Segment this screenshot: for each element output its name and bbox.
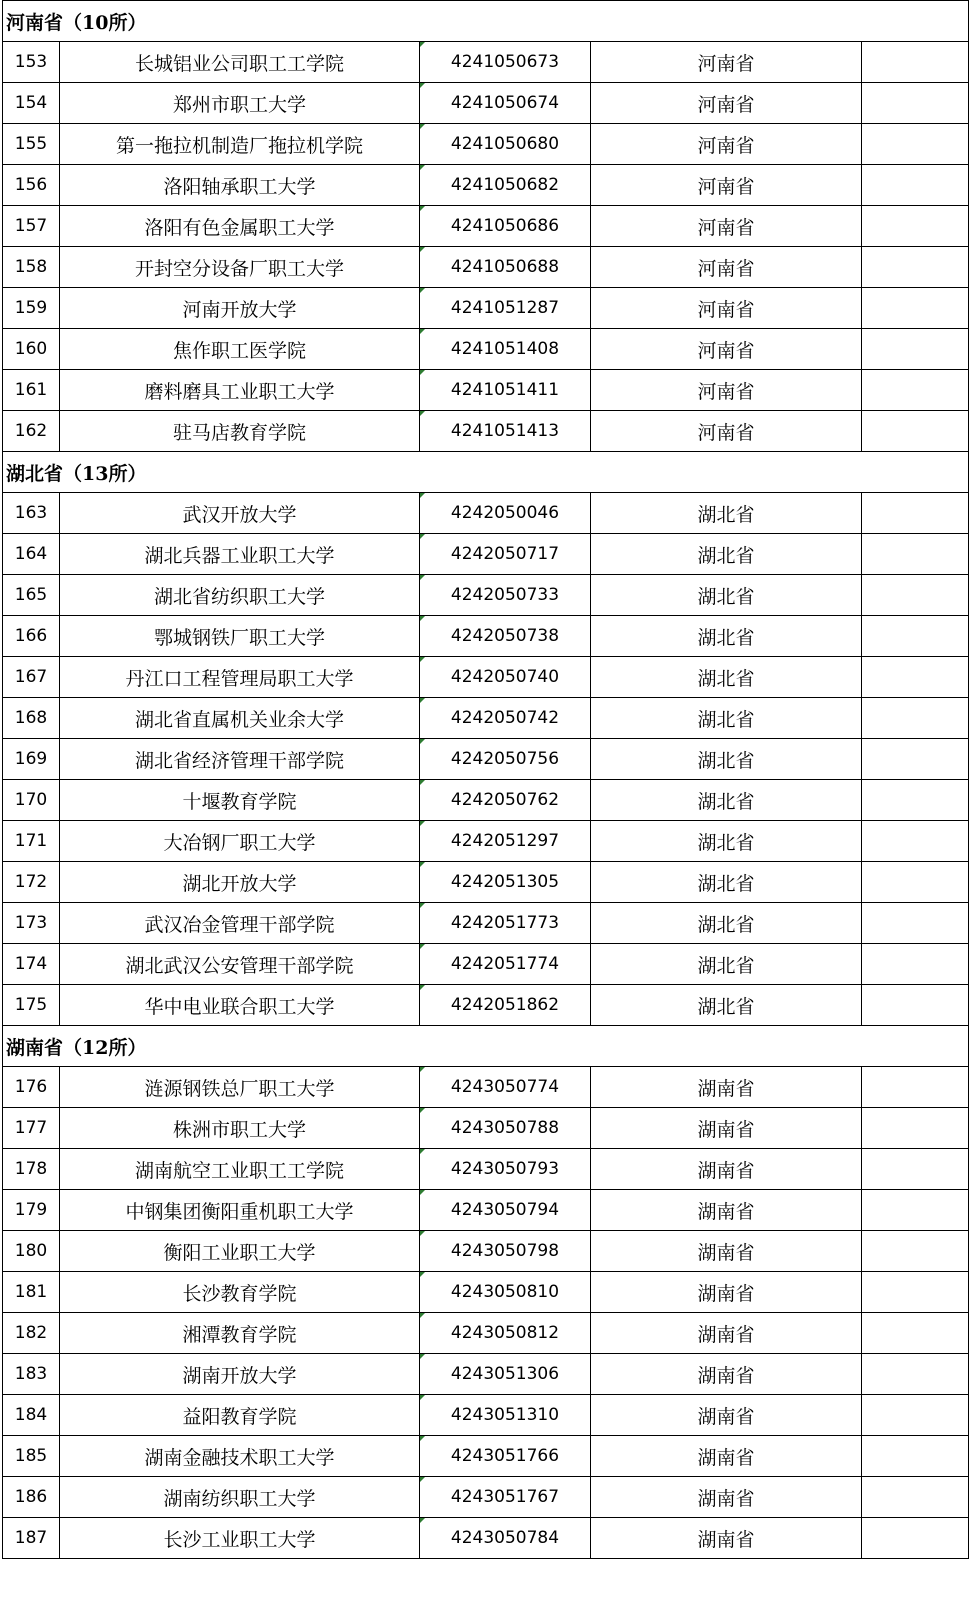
table-row	[3, 247, 969, 288]
table-row	[3, 821, 969, 862]
institution-code-cell: 4243051306	[420, 1354, 591, 1395]
table-row	[3, 944, 969, 985]
row-number-cell: 166	[3, 616, 60, 657]
institution-name-cell: 华中电业联合职工大学	[60, 985, 420, 1026]
institution-code-cell: 4241051408	[420, 329, 591, 370]
institution-name-cell: 十堰教育学院	[60, 780, 420, 821]
province-cell: 湖北省	[591, 944, 862, 985]
remarks-cell	[862, 862, 969, 903]
row-number-cell: 187	[3, 1518, 60, 1559]
remarks-cell	[862, 124, 969, 165]
institution-code-cell: 4241050673	[420, 42, 591, 83]
remarks-cell	[862, 1477, 969, 1518]
row-number-cell: 176	[3, 1067, 60, 1108]
province-cell: 湖北省	[591, 493, 862, 534]
remarks-cell	[862, 206, 969, 247]
province-cell: 河南省	[591, 370, 862, 411]
province-cell: 河南省	[591, 83, 862, 124]
institution-name-cell: 株洲市职工大学	[60, 1108, 420, 1149]
row-number-cell: 154	[3, 83, 60, 124]
institution-code-cell: 4242051773	[420, 903, 591, 944]
remarks-cell	[862, 821, 969, 862]
province-cell: 湖北省	[591, 534, 862, 575]
section-heading: 湖北省（13所）	[3, 452, 969, 493]
remarks-cell	[862, 1108, 969, 1149]
province-cell: 河南省	[591, 247, 862, 288]
table-row	[3, 1108, 969, 1149]
province-cell: 河南省	[591, 165, 862, 206]
institution-code-cell: 4243050810	[420, 1272, 591, 1313]
table-row	[3, 493, 969, 534]
province-cell: 河南省	[591, 329, 862, 370]
row-number-cell: 168	[3, 698, 60, 739]
remarks-cell	[862, 698, 969, 739]
institution-name-cell: 洛阳轴承职工大学	[60, 165, 420, 206]
row-number-cell: 185	[3, 1436, 60, 1477]
remarks-cell	[862, 1231, 969, 1272]
institution-name-cell: 湖南金融技术职工大学	[60, 1436, 420, 1477]
remarks-cell	[862, 1518, 969, 1559]
institution-code-cell: 4242050740	[420, 657, 591, 698]
row-number-cell: 171	[3, 821, 60, 862]
institution-name-cell: 长沙教育学院	[60, 1272, 420, 1313]
table-row	[3, 657, 969, 698]
row-number-cell: 180	[3, 1231, 60, 1272]
institution-name-cell: 湖北武汉公安管理干部学院	[60, 944, 420, 985]
province-cell: 湖南省	[591, 1395, 862, 1436]
remarks-cell	[862, 83, 969, 124]
institution-code-cell: 4243050793	[420, 1149, 591, 1190]
institution-code-cell: 4243050812	[420, 1313, 591, 1354]
institution-code-cell: 4241050680	[420, 124, 591, 165]
institution-name-cell: 武汉开放大学	[60, 493, 420, 534]
institution-name-cell: 湖南纺织职工大学	[60, 1477, 420, 1518]
institution-code-cell: 4242050717	[420, 534, 591, 575]
institution-name-cell: 湖北兵器工业职工大学	[60, 534, 420, 575]
institution-table-body	[3, 1, 969, 1559]
province-cell: 湖南省	[591, 1436, 862, 1477]
institution-code-cell: 4242050046	[420, 493, 591, 534]
institution-name-cell: 涟源钢铁总厂职工大学	[60, 1067, 420, 1108]
row-number-cell: 182	[3, 1313, 60, 1354]
province-cell: 湖南省	[591, 1477, 862, 1518]
table-row	[3, 1518, 969, 1559]
institution-name-cell: 湘潭教育学院	[60, 1313, 420, 1354]
institution-code-cell: 4241050674	[420, 83, 591, 124]
row-number-cell: 170	[3, 780, 60, 821]
province-cell: 湖南省	[591, 1518, 862, 1559]
remarks-cell	[862, 1149, 969, 1190]
table-row	[3, 42, 969, 83]
institution-code-cell: 4241051287	[420, 288, 591, 329]
institution-name-cell: 湖北开放大学	[60, 862, 420, 903]
row-number-cell: 173	[3, 903, 60, 944]
institution-name-cell: 湖北省纺织职工大学	[60, 575, 420, 616]
institution-name-cell: 郑州市职工大学	[60, 83, 420, 124]
institution-name-cell: 武汉冶金管理干部学院	[60, 903, 420, 944]
row-number-cell: 179	[3, 1190, 60, 1231]
province-cell: 湖南省	[591, 1272, 862, 1313]
table-row	[3, 903, 969, 944]
row-number-cell: 164	[3, 534, 60, 575]
province-cell: 湖北省	[591, 575, 862, 616]
province-cell: 湖北省	[591, 903, 862, 944]
remarks-cell	[862, 1272, 969, 1313]
table-row	[3, 1149, 969, 1190]
row-number-cell: 161	[3, 370, 60, 411]
province-cell: 河南省	[591, 42, 862, 83]
row-number-cell: 186	[3, 1477, 60, 1518]
section-header-row	[3, 1026, 969, 1067]
province-cell: 湖北省	[591, 657, 862, 698]
table-row	[3, 370, 969, 411]
province-cell: 湖北省	[591, 985, 862, 1026]
table-row	[3, 1272, 969, 1313]
row-number-cell: 178	[3, 1149, 60, 1190]
table-row	[3, 124, 969, 165]
institution-code-cell: 4242050756	[420, 739, 591, 780]
province-cell: 湖北省	[591, 862, 862, 903]
table-row	[3, 1190, 969, 1231]
row-number-cell: 163	[3, 493, 60, 534]
institution-code-cell: 4243050788	[420, 1108, 591, 1149]
remarks-cell	[862, 411, 969, 452]
table-row	[3, 534, 969, 575]
section-heading: 湖南省（12所）	[3, 1026, 969, 1067]
institution-name-cell: 湖南开放大学	[60, 1354, 420, 1395]
province-cell: 湖北省	[591, 698, 862, 739]
row-number-cell: 157	[3, 206, 60, 247]
remarks-cell	[862, 944, 969, 985]
institution-code-cell: 4242051305	[420, 862, 591, 903]
institution-code-cell: 4243051766	[420, 1436, 591, 1477]
remarks-cell	[862, 288, 969, 329]
remarks-cell	[862, 1067, 969, 1108]
institution-name-cell: 中钢集团衡阳重机职工大学	[60, 1190, 420, 1231]
remarks-cell	[862, 534, 969, 575]
institution-name-cell: 开封空分设备厂职工大学	[60, 247, 420, 288]
remarks-cell	[862, 616, 969, 657]
table-row	[3, 616, 969, 657]
row-number-cell: 156	[3, 165, 60, 206]
province-cell: 湖南省	[591, 1313, 862, 1354]
institution-code-cell: 4242050738	[420, 616, 591, 657]
section-header-row	[3, 452, 969, 493]
section-header-row	[3, 1, 969, 42]
institution-code-cell: 4242051297	[420, 821, 591, 862]
row-number-cell: 175	[3, 985, 60, 1026]
province-cell: 湖北省	[591, 780, 862, 821]
table-row	[3, 83, 969, 124]
table-row	[3, 1477, 969, 1518]
remarks-cell	[862, 985, 969, 1026]
institution-code-cell: 4243050784	[420, 1518, 591, 1559]
table-row	[3, 1395, 969, 1436]
row-number-cell: 172	[3, 862, 60, 903]
institution-name-cell: 衡阳工业职工大学	[60, 1231, 420, 1272]
table-row	[3, 288, 969, 329]
remarks-cell	[862, 1313, 969, 1354]
remarks-cell	[862, 329, 969, 370]
institution-name-cell: 湖南航空工业职工工学院	[60, 1149, 420, 1190]
institution-code-cell: 4241050688	[420, 247, 591, 288]
remarks-cell	[862, 370, 969, 411]
remarks-cell	[862, 247, 969, 288]
institution-name-cell: 磨料磨具工业职工大学	[60, 370, 420, 411]
row-number-cell: 153	[3, 42, 60, 83]
province-cell: 湖南省	[591, 1190, 862, 1231]
row-number-cell: 184	[3, 1395, 60, 1436]
remarks-cell	[862, 42, 969, 83]
province-cell: 湖南省	[591, 1067, 862, 1108]
institution-code-cell: 4243051310	[420, 1395, 591, 1436]
institution-name-cell: 洛阳有色金属职工大学	[60, 206, 420, 247]
row-number-cell: 174	[3, 944, 60, 985]
institution-name-cell: 湖北省直属机关业余大学	[60, 698, 420, 739]
section-heading: 河南省（10所）	[3, 1, 969, 42]
institution-name-cell: 丹江口工程管理局职工大学	[60, 657, 420, 698]
table-row	[3, 1067, 969, 1108]
institution-name-cell: 益阳教育学院	[60, 1395, 420, 1436]
institution-code-cell: 4243050794	[420, 1190, 591, 1231]
province-cell: 湖南省	[591, 1231, 862, 1272]
remarks-cell	[862, 1395, 969, 1436]
document-page	[2, 0, 968, 1559]
table-row	[3, 206, 969, 247]
table-row	[3, 329, 969, 370]
table-row	[3, 411, 969, 452]
province-cell: 河南省	[591, 206, 862, 247]
remarks-cell	[862, 657, 969, 698]
institution-name-cell: 湖北省经济管理干部学院	[60, 739, 420, 780]
province-cell: 湖南省	[591, 1149, 862, 1190]
remarks-cell	[862, 165, 969, 206]
institution-name-cell: 长沙工业职工大学	[60, 1518, 420, 1559]
institution-code-cell: 4242050742	[420, 698, 591, 739]
remarks-cell	[862, 575, 969, 616]
table-row	[3, 1313, 969, 1354]
row-number-cell: 167	[3, 657, 60, 698]
table-row	[3, 1231, 969, 1272]
institution-code-cell: 4242050762	[420, 780, 591, 821]
row-number-cell: 165	[3, 575, 60, 616]
institution-code-cell: 4241051411	[420, 370, 591, 411]
remarks-cell	[862, 493, 969, 534]
institution-table	[2, 0, 969, 1559]
province-cell: 河南省	[591, 411, 862, 452]
table-row	[3, 165, 969, 206]
province-cell: 湖南省	[591, 1108, 862, 1149]
institution-name-cell: 焦作职工医学院	[60, 329, 420, 370]
institution-code-cell: 4241050686	[420, 206, 591, 247]
institution-code-cell: 4241051413	[420, 411, 591, 452]
institution-name-cell: 长城铝业公司职工工学院	[60, 42, 420, 83]
remarks-cell	[862, 1354, 969, 1395]
institution-name-cell: 驻马店教育学院	[60, 411, 420, 452]
row-number-cell: 181	[3, 1272, 60, 1313]
institution-code-cell: 4243051767	[420, 1477, 591, 1518]
remarks-cell	[862, 903, 969, 944]
province-cell: 河南省	[591, 288, 862, 329]
row-number-cell: 155	[3, 124, 60, 165]
province-cell: 湖北省	[591, 739, 862, 780]
institution-code-cell: 4241050682	[420, 165, 591, 206]
table-row	[3, 739, 969, 780]
row-number-cell: 158	[3, 247, 60, 288]
province-cell: 湖北省	[591, 821, 862, 862]
row-number-cell: 159	[3, 288, 60, 329]
institution-code-cell: 4243050798	[420, 1231, 591, 1272]
table-row	[3, 780, 969, 821]
province-cell: 河南省	[591, 124, 862, 165]
row-number-cell: 169	[3, 739, 60, 780]
row-number-cell: 162	[3, 411, 60, 452]
remarks-cell	[862, 1190, 969, 1231]
table-row	[3, 1436, 969, 1477]
province-cell: 湖北省	[591, 616, 862, 657]
institution-name-cell: 河南开放大学	[60, 288, 420, 329]
table-row	[3, 985, 969, 1026]
province-cell: 湖南省	[591, 1354, 862, 1395]
institution-code-cell: 4242051862	[420, 985, 591, 1026]
institution-name-cell: 大冶钢厂职工大学	[60, 821, 420, 862]
institution-name-cell: 第一拖拉机制造厂拖拉机学院	[60, 124, 420, 165]
table-row	[3, 862, 969, 903]
row-number-cell: 183	[3, 1354, 60, 1395]
institution-name-cell: 鄂城钢铁厂职工大学	[60, 616, 420, 657]
remarks-cell	[862, 739, 969, 780]
institution-code-cell: 4242050733	[420, 575, 591, 616]
institution-code-cell: 4243050774	[420, 1067, 591, 1108]
remarks-cell	[862, 1436, 969, 1477]
remarks-cell	[862, 780, 969, 821]
row-number-cell: 160	[3, 329, 60, 370]
row-number-cell: 177	[3, 1108, 60, 1149]
table-row	[3, 698, 969, 739]
table-row	[3, 575, 969, 616]
institution-code-cell: 4242051774	[420, 944, 591, 985]
table-row	[3, 1354, 969, 1395]
